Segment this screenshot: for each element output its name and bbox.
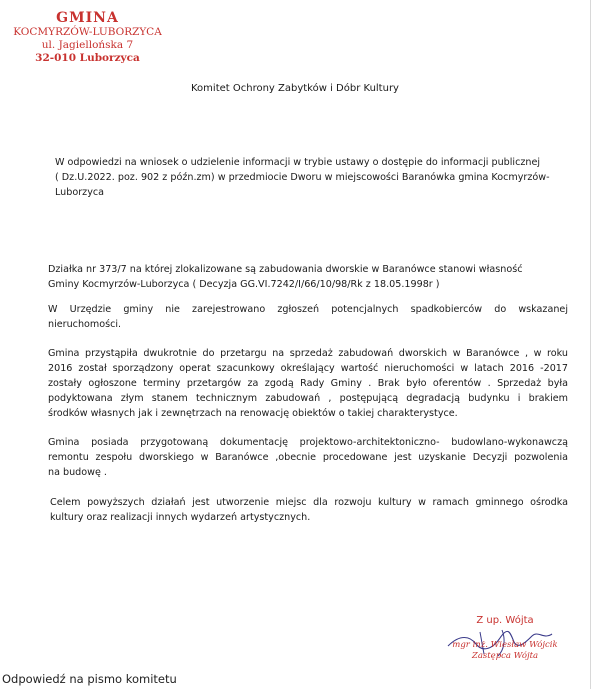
paragraph-tender [48,346,568,421]
image-caption: Odpowiedź na pismo komitetu [2,672,177,686]
stamp-line-4: 32-010 Luborzyca [35,52,140,64]
signature-title: Z up. Wójta [476,615,534,626]
goal-line-1: Celem powyższych działań jest utworzenie miejsc dla rozwoju kultury w ramach gminnego ośrodka [50,497,568,508]
goal-line-2: kultury oraz realizacji innych wydarzeń artystycznych. [50,512,311,523]
paragraph-heirs [48,302,568,332]
intro-paragraph [55,155,575,200]
paragraph-plot [48,262,573,292]
plot-line-2: Gminy Kocmyrzów-Luborzyca ( Decyzja GG.VI.7242/I/66/10/98/Rk z 18.05.1998r ) [48,279,440,290]
tender-line-5: środków własnych jak i zewnętrzach na renowację obiektów o takiej charakterystyce. [48,408,458,419]
heirs-line-1: W Urzędzie gminy nie zarejestrowano zgłoszeń potencjalnych spadkobierców do wskazanej [48,304,568,315]
stamp-line-2: KOCMYRZÓW-LUBORZYCA [13,26,162,38]
documentation-line-1: Gmina posiada przygotowaną dokumentację projektowo-architektoniczno- budowlano-wykonawczą [48,437,568,448]
tender-line-1: Gmina przystąpiła dwukrotnie do przetargu na sprzedaż zabudowań dworskich w Baranówce , w roku [48,348,568,359]
stamp-line-1: GMINA [56,10,119,26]
signatory-name: mgr inż. Wiesław Wójcik [452,640,558,650]
intro-line-2: ( Dz.U.2022. poz. 902 z późn.zm) w przedmiocie Dworu w miejscowości Baranówka gmina Kocmyrzów- [55,172,550,183]
tender-line-2: 2016 został sporządzony operat szacunkowy określający wartość nieruchomości w latach 2016 -2017 [48,363,568,374]
signature-block [430,614,580,662]
recipient-line: Komitet Ochrony Zabytków i Dóbr Kultury [191,83,399,94]
plot-line-1: Działka nr 373/7 na której zlokalizowane są zabudowania dworskie w Baranówce stanowi własność [48,264,523,275]
documentation-line-3: na budowę . [48,467,107,478]
documentation-line-2: remontu zespołu dworskiego w Baranówce ,obecnie procedowane jest uzyskanie Decyzji pozwolenia [48,452,568,463]
municipality-stamp [0,10,175,65]
stamp-line-3: ul. Jagiellońska 7 [41,39,134,51]
page-edge-divider [590,0,591,689]
tender-line-4: podyktowana złym stanem technicznym zabudowań , postępującą degradacją budynku i brakiem [48,393,568,404]
paragraph-documentation [48,435,568,480]
heirs-line-2: nieruchomości. [48,319,122,330]
tender-line-3: zostały ogłoszone terminy przetargów za zgodą Rady Gminy . Brak było oferentów . Sprzedaż była [48,378,568,389]
intro-line-1: W odpowiedzi na wniosek o udzielenie informacji w trybie ustawy o dostępie do informacji publicznej [55,157,541,168]
signatory-role: Zastępca Wójta [471,651,539,661]
paragraph-goal [50,495,568,525]
intro-line-3: Luborzyca [55,187,105,198]
